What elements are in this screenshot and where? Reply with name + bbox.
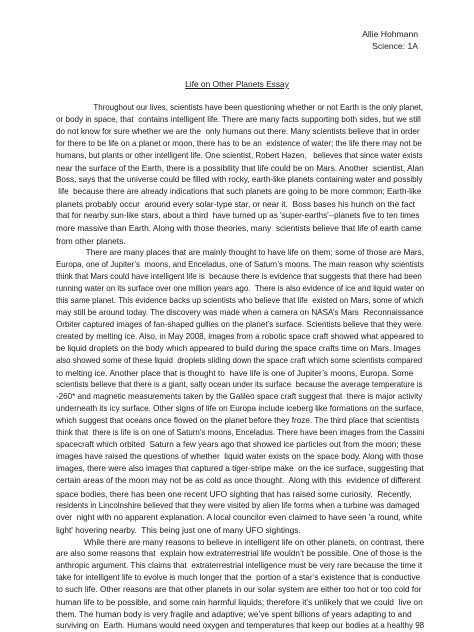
essay-line: -260* and magnetic measurements taken by the Galileo space craft suggest that there is major activity <box>56 392 423 402</box>
essay-line: to melting ice. Another place that is thought to have life is one of Jupiter’s moons, Europa. Some <box>56 368 414 379</box>
essay-line: human life to be possible, and some rain harmful liquids; therefore it’s unlikely that we could live on <box>56 596 423 607</box>
essay-line: are also some reasons that explain how extraterrestrial life wouldn’t be possible. One of those is the <box>56 548 422 558</box>
essay-line: more massive than Earth. Along with those theories, many scientists believe that life of earth came <box>56 223 422 234</box>
essay-line: scientists believe that there is a giant, salty ocean under its surface because the average temperature is <box>56 380 423 390</box>
essay-title <box>0 79 474 90</box>
essay-line: underneath its icy surface. Other signs of life on Europa include iceberg like formations on the surface, <box>56 404 424 414</box>
essay-line: this same planet. This evidence backs up scientists who believe that life existed on Mars, some of which <box>56 295 424 305</box>
essay-line: surviving on Earth. Humans would need oxygen and temperatures that keep our bodies at a healthy 98 <box>56 621 425 631</box>
essay-line: or body in space, that contains intelligent life. There are many facts supporting both sides, but we still <box>56 115 421 125</box>
essay-line: be liquid droplets on the body which appeared to build during the space crafts time on Mars. Images <box>56 343 421 353</box>
essay-line: Boss, says that the universe could be filled with rocky, earth-like planets containing water and possibly <box>56 175 423 185</box>
essay-line: humans, but plants or other intelligent life. One scientist, Robert Hazen, believes that since water exists <box>56 151 423 161</box>
essay-line: created by melting ice. Also, in May 2008, images from a robotic space craft showed what appeared to <box>56 331 424 341</box>
essay-line: spacecraft which orbited Saturn a few years ago that showed ice particles out from the moon; these <box>56 440 422 450</box>
author-name: Allie Hohmann <box>362 29 418 39</box>
essay-line: space bodies, there has been one recent UFO sighting that has raised some curiosity. Recently, <box>56 488 412 499</box>
essay-line: may still be around today. The discovery was made when a camera on NASA’s Mars Reconnaissance <box>56 307 424 317</box>
essay-line: do not know for sure whether we are the only humans out there. Many scientists believe that in order <box>56 127 420 137</box>
essay-line: life because there are already indications that such planets are going to be more common; Earth-like <box>56 187 422 197</box>
essay-line: residents in Lincolnshire believed that they were visited by alien life forms when a turbine was damaged <box>56 500 420 510</box>
essay-line: certain areas of the moon may not be as cold as once thought. Along with this evidence of different <box>56 476 421 486</box>
essay-body <box>56 102 425 632</box>
essay-line: planets probably occur around every solar-type star, or near it. Boss bases his hunch on the fact <box>56 199 415 210</box>
essay-line: for there to be life on a planet or moon, there has to be an existence of water; the life there may not be <box>56 139 422 149</box>
essay-line: While there are many reasons to believe in intelligent life on other planets, on contrast, there <box>56 536 425 547</box>
essay-line: which suggest that oceans once flowed on the planet before they froze. The third place that scientists <box>56 416 420 426</box>
essay-line: There are many places that are mainly thought to have life on them; some of those are Mars, <box>56 247 425 257</box>
essay-line: light' hovering nearby. This being just one of many UFO sightings. <box>56 524 301 535</box>
essay-line: also showed some of these liquid droplets sliding down the space craft which some scientists compared <box>56 355 423 365</box>
essay-line: think that there is life is on one of Saturn's moons, Enceladus. There have been images from the Cassini <box>56 428 425 438</box>
essay-line: running water on its surface over one million years ago. There is also evidence of ice and liquid water on <box>56 283 425 293</box>
essay-line: think that Mars could have intelligent life is because there is evidence that suggests that there had been <box>56 271 422 281</box>
essay-title-text: Life on Other Planets Essay <box>185 79 289 89</box>
essay-line: near the surface of the Earth, there is a possibility that life could be on Mars. Another scientist, Alan <box>56 163 424 174</box>
essay-line: them. The human body is very fragile and adaptive; we’ve spent billions of years adapting to and <box>56 608 412 619</box>
essay-line: over night with no apparent explanation. A local councilor even claimed to have seen 'a round, white <box>56 512 423 522</box>
essay-line: that for nearby sun-like stars, about a third have turned up as 'super-earths'--planets five to ten times <box>56 211 420 221</box>
essay-line: anthropic argument. This claims that extraterrestrial intelligence must be very rare because the time it <box>56 560 423 570</box>
essay-line: images have raised the questions of whether liquid water exists on the space body. Along with those <box>56 452 424 462</box>
essay-line: Orbiter captured images of fan-shaped gullies on the planet’s surface. Scientists believe that they were <box>56 319 422 329</box>
essay-line: images, there were also images that captured a tiger-stripe make on the ice surface, suggesting that <box>56 464 424 474</box>
essay-line: Europa, one of Jupiter’s moons, and Enceladus, one of Saturn’s moons. The main reason why scientists <box>56 259 424 269</box>
essay-line: Throughout our lives, scientists have been questioning whether or not Earth is the only planet, <box>56 103 423 112</box>
header-block <box>362 28 418 52</box>
class-label: Science: 1A <box>372 41 418 51</box>
essay-line: take for intelligent life to evolve is much longer that the portion of a star’s existence that is conductive <box>56 572 421 582</box>
essay-line: to such life. Other reasons are that other planets in our solar system are either too hot or too cold for <box>56 584 422 594</box>
essay-line: from other planets. <box>56 235 126 246</box>
